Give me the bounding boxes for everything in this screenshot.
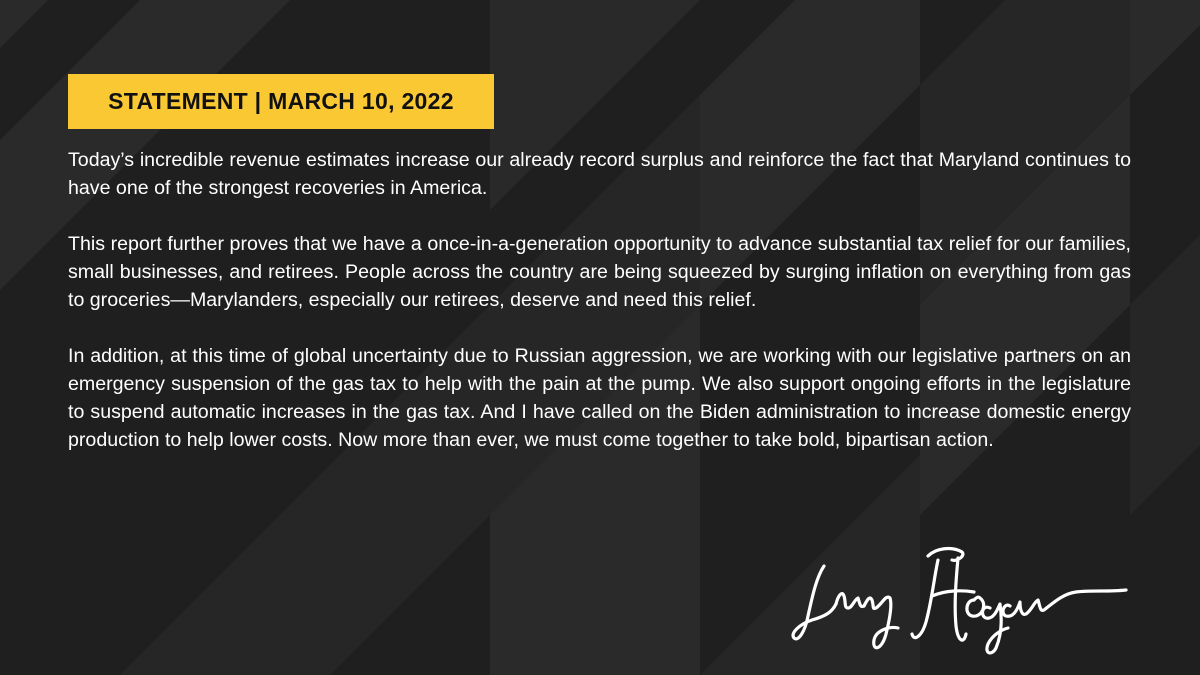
statement-paragraph-1: Today’s incredible revenue estimates increase our already record surplus and reinforce the fact that Maryland continues to have one of the strongest recoveries in America. (68, 149, 1131, 199)
statement-paragraph-3: In addition, at this time of global uncertainty due to Russian aggression, we are working with our legislative partners on an emergency suspension of the gas tax to help with the pain at the pump. We also support ongoing efforts in the legislature to suspend automatic increases in the gas tax. And I have called on the Biden administration to increase domestic energy production to help lower costs. Now more than ever, we must come together to take bold, bipartisan action. (68, 345, 1131, 451)
handwritten-signature (786, 538, 1136, 658)
statement-paragraph-2: This report further proves that we have a once-in-a-generation opportunity to advance substantial tax relief for our families, small businesses, and retirees. People across the country are being squeezed by surging inflation on everything from gas to groceries—Marylanders, especially our retirees, deserve and need this relief. (68, 233, 1131, 311)
statement-date-label: STATEMENT | MARCH 10, 2022 (108, 88, 454, 114)
statement-date-badge (68, 74, 494, 129)
statement-body (68, 146, 1131, 454)
